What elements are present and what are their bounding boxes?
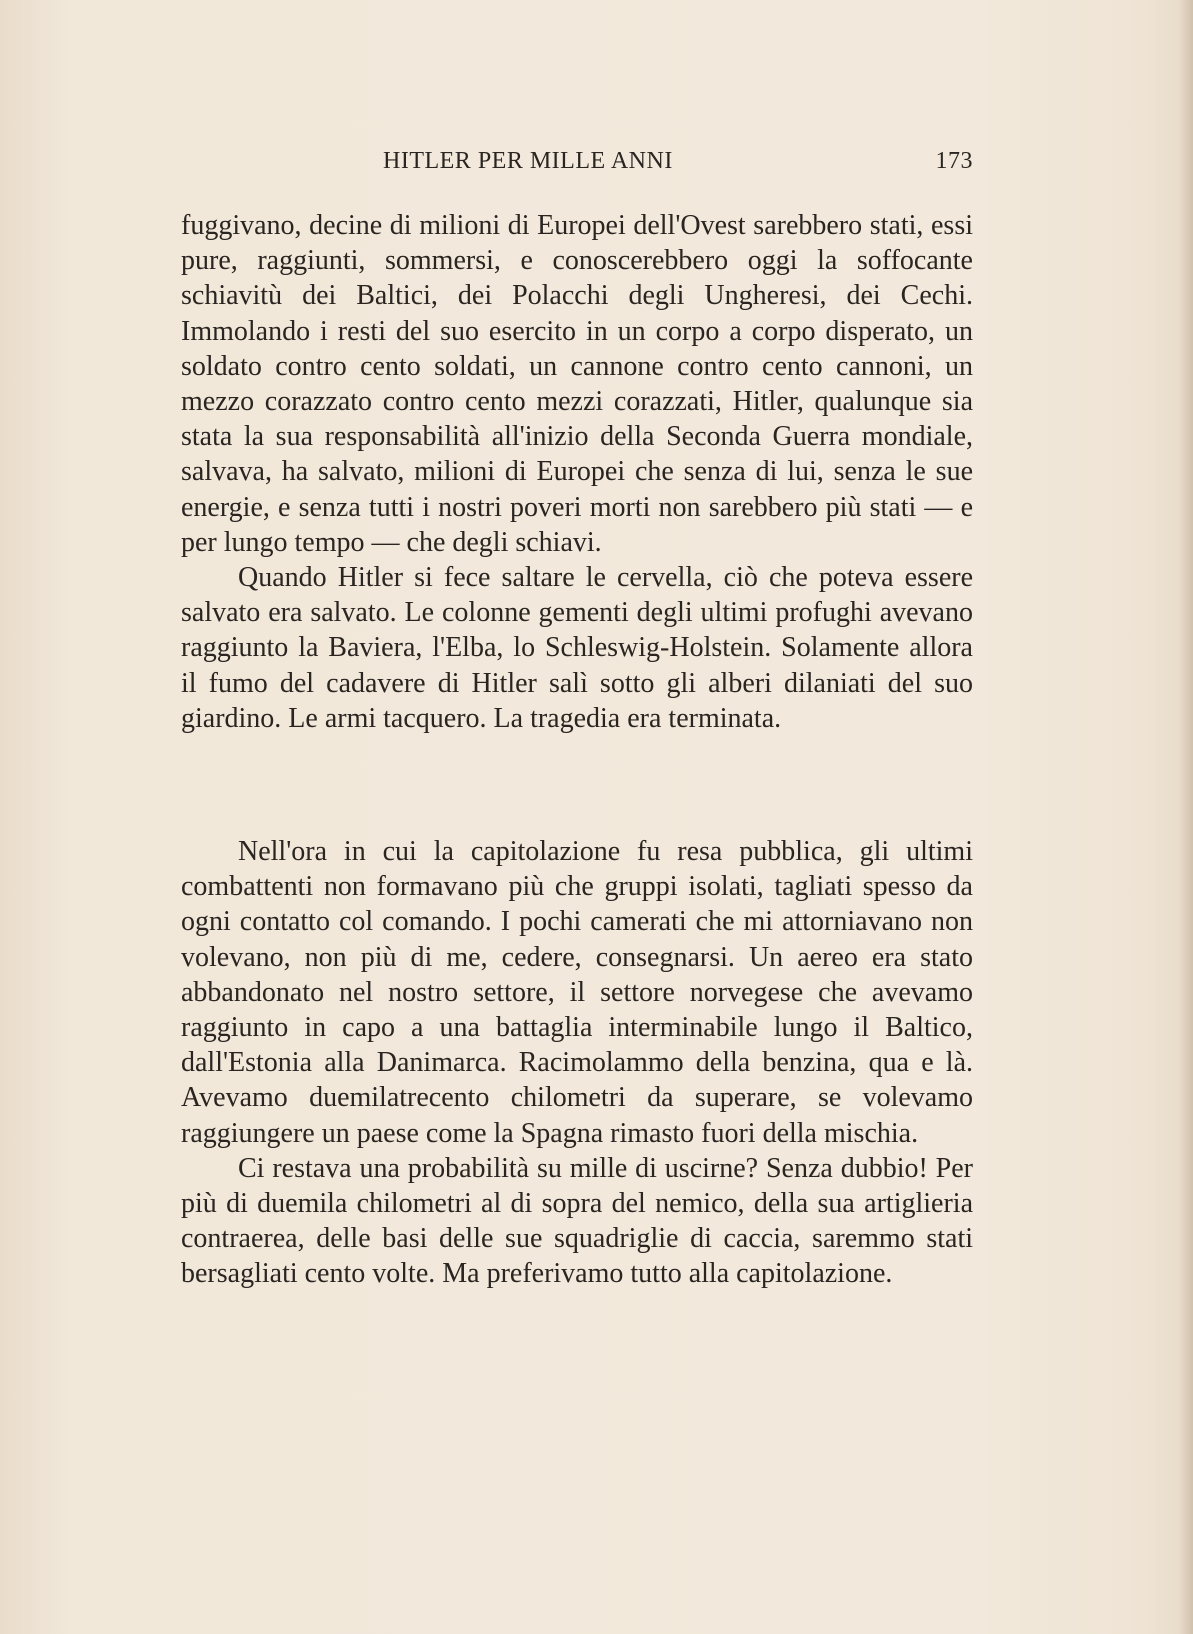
body-text [181,208,973,1292]
paragraph: Nell'ora in cui la capitolazione fu resa pubblica, gli ultimi combattenti non formavano più che gruppi isolati, tagliati spesso da ogni contatto col comando. I pochi camerati che mi attorniavano non volevano, non più di me, cedere, consegnarsi. Un aereo era stato abbandonato nel nostro settore, il settore norvegese che avevamo raggiunto in capo a una battaglia interminabile lungo il Baltico, dall'Estonia alla Danimarca. Racimolammo della benzina, qua e là. Avevamo duemilatrecento chilometri da superare, se volevamo raggiungere un paese come la Spagna rimasto fuori della mischia. [181,836,973,1149]
running-title: HITLER PER MILLE ANNI [383,148,673,174]
page-header [176,148,973,182]
paragraph-continued: fuggivano, decine di milioni di Europei dell'Ovest sarebbero stati, essi pure, raggiunti, sommersi, e conoscerebbero oggi la soffocante schiavitù dei Baltici, dei Polacchi degli Ungheresi, dei Cechi. Immolando i resti del suo esercito in un corpo a corpo disperato, un soldato contro cento soldati, un cannone contro cento cannoni, un mezzo corazzato contro cento mezzi corazzati, Hitler, qualunque sia stata la sua responsabilità all'inizio della Seconda Guerra mondiale, salvava, ha salvato, milioni di Europei che senza di lui, senza le sue energie, e senza tutti i nostri poveri morti non sarebbero più stati — e per lungo tempo — che degli schiavi. [181,210,973,558]
section-break [181,736,973,834]
paragraph: Quando Hitler si fece saltare le cervella, ciò che poteva essere salvato era salvato. Le colonne gementi degli ultimi profughi avevano raggiunto la Baviera, l'Elba, lo Schleswig-Holstein. Solamente allora il fumo del cadavere di Hitler salì sotto gli alberi dilaniati del suo giardino. Le armi tacquero. La tragedia era terminata. [181,562,973,734]
paragraph: Ci restava una probabilità su mille di uscirne? Senza dubbio! Per più di duemila chilometri al di sopra del nemico, della sua artiglieria contraerea, delle basi delle sue squadriglie di caccia, saremmo stati bersagliati cento volte. Ma preferivamo tutto alla capitolazione. [181,1152,973,1290]
page-number: 173 [935,148,973,174]
page-edge-shadow [1179,0,1193,1634]
